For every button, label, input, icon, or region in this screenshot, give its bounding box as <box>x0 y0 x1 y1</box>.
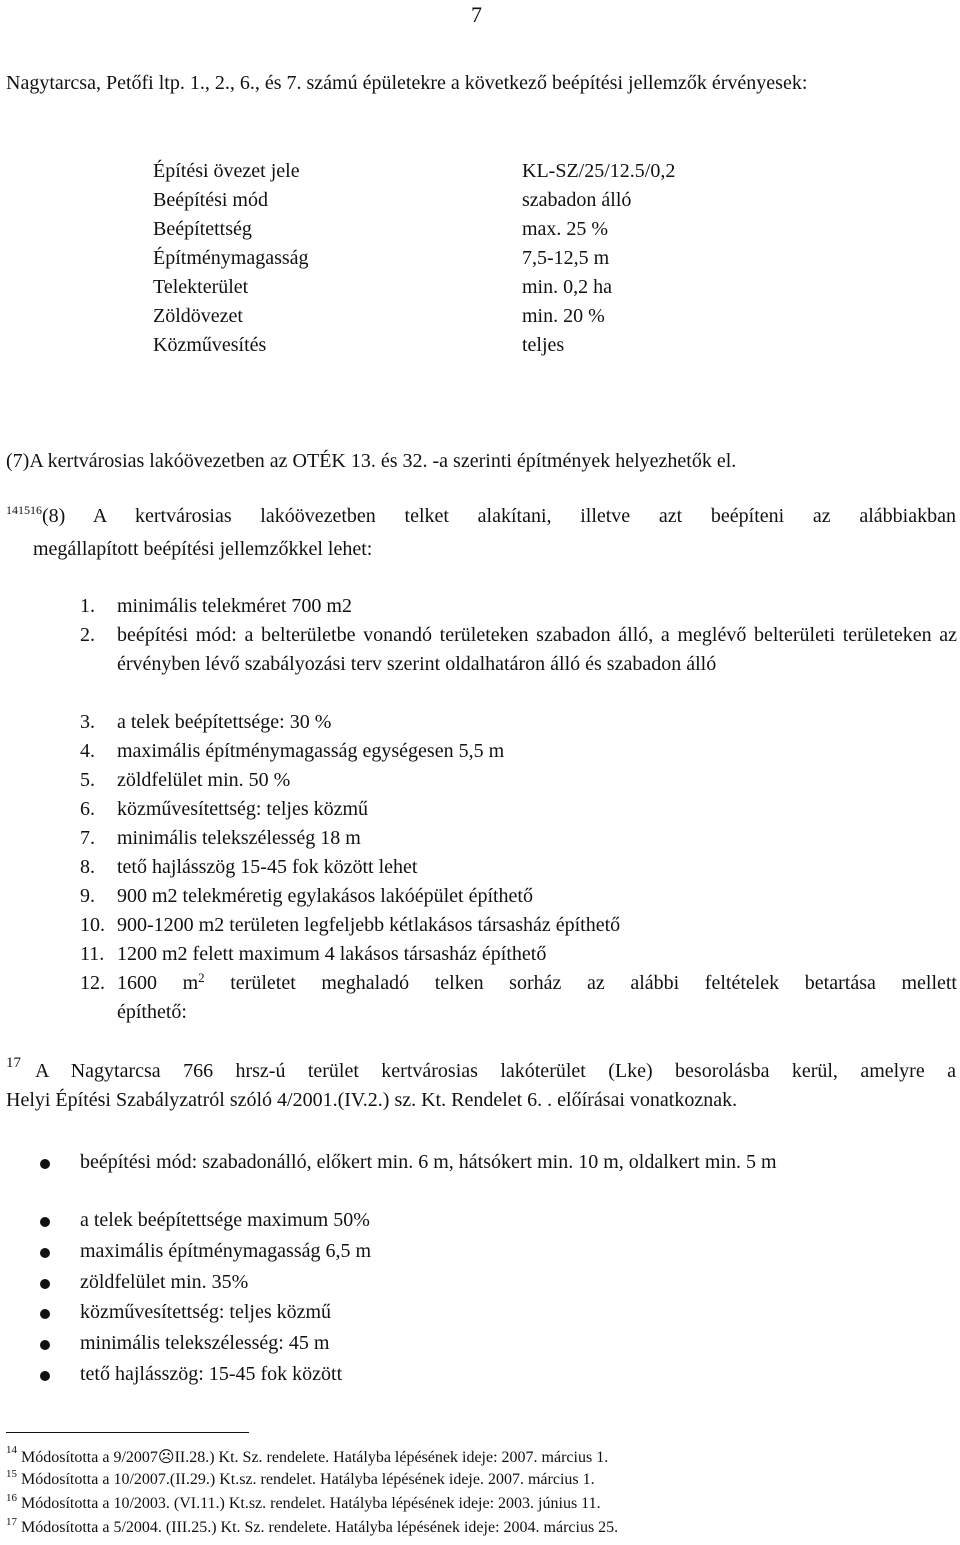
list-item: 1200 m2 felett maximum 4 lakásos társasház építhető <box>117 943 547 965</box>
footnote-text: Módosította a 10/2007.(II.29.) Kt.sz. rendelet. Hatályba lépésének ideje. 2007. március 1. <box>21 1471 595 1488</box>
paragraph-17-text: A Nagytarcsa 766 hrsz-ú terület kertvárosias lakóterület (Lke) besorolásba kerül, amelyre a <box>35 1060 956 1082</box>
bullet-item: minimális telekszélesség: 45 m <box>80 1332 330 1354</box>
footnote-number: 17 <box>6 1516 17 1528</box>
list-number: 3. <box>80 711 95 733</box>
bullet-icon <box>40 1279 50 1289</box>
zoning-value: max. 25 % <box>522 218 609 240</box>
bullet-icon <box>40 1309 50 1319</box>
zoning-label: Zöldövezet <box>153 305 243 327</box>
page-number: 7 <box>471 2 482 27</box>
paragraph-8-line1 <box>6 502 956 531</box>
zoning-label: Beépítettség <box>153 218 252 240</box>
list-item: minimális telekméret 700 m2 <box>117 595 352 617</box>
intro-paragraph: Nagytarcsa, Petőfi ltp. 1., 2., 6., és 7. számú épületekre a következő beépítési jellemzők érvényesek: <box>6 72 808 94</box>
list-number: 5. <box>80 769 95 791</box>
list-item: a telek beépítettsége: 30 % <box>117 711 332 733</box>
zoning-label: Építménymagasság <box>153 247 309 269</box>
footnote-text: Módosította a 9/2007☹II.28.) Kt. Sz. rendelete. Hatályba lépésének ideje: 2007. március 1. <box>21 1449 609 1466</box>
list-number: 6. <box>80 798 95 820</box>
list-number: 11. <box>80 943 105 965</box>
bullet-icon <box>40 1371 50 1381</box>
footnote-text: Módosította a 5/2004. (III.25.) Kt. Sz. rendelete. Hatályba lépésének ideje: 2004. március 25. <box>21 1519 619 1536</box>
zoning-value: KL-SZ/25/12.5/0,2 <box>522 160 676 182</box>
bullet-item: maximális építménymagasság 6,5 m <box>80 1240 372 1262</box>
list-number: 9. <box>80 885 95 907</box>
paragraph-8-text: (8) A kertvárosias lakóövezetben telket alakítani, illetve azt beépíteni az alábbiakban <box>42 505 956 527</box>
footnote-separator <box>6 1432 249 1433</box>
footnote-number: 15 <box>6 1468 17 1480</box>
list-number: 7. <box>80 827 95 849</box>
list-number: 10. <box>80 914 105 936</box>
list-item: 900 m2 telekméretig egylakásos lakóépület építhető <box>117 885 533 907</box>
bullet-icon <box>40 1340 50 1350</box>
footnote-text: Módosította a 10/2003. (VI.11.) Kt.sz. rendelet. Hatályba lépésének ideje: 2003. június 11. <box>21 1495 601 1512</box>
paragraph-7: (7)A kertvárosias lakóövezetben az OTÉK 13. és 32. -a szerinti építmények helyezhetők el. <box>6 450 737 472</box>
bullet-icon <box>40 1159 50 1169</box>
list-item: zöldfelület min. 50 % <box>117 769 291 791</box>
zoning-value: 7,5-12,5 m <box>522 247 610 269</box>
bullet-item: közművesítettség: teljes közmű <box>80 1301 332 1323</box>
zoning-label: Beépítési mód <box>153 189 268 211</box>
paragraph-17-line1 <box>6 1057 956 1086</box>
bullet-item: beépítési mód: szabadonálló, előkert min. 6 m, hátsókert min. 10 m, oldalkert min. 5 m <box>80 1151 777 1173</box>
list-number: 1. <box>80 595 95 617</box>
bullet-icon <box>40 1217 50 1227</box>
zoning-value: teljes <box>522 334 565 356</box>
bullet-icon <box>40 1248 50 1258</box>
list-item <box>117 969 957 998</box>
bullet-item: a telek beépítettsége maximum 50% <box>80 1209 370 1231</box>
paragraph-17-line2: Helyi Építési Szabályzatról szóló 4/2001.(IV.2.) sz. Kt. Rendelet 6. . előírásai vonatkoznak. <box>6 1089 738 1111</box>
list-item-continued: építhető: <box>117 1001 187 1023</box>
footnote <box>6 1492 601 1513</box>
footnote <box>6 1468 595 1489</box>
footnote-number: 16 <box>6 1492 17 1504</box>
zoning-value: min. 20 % <box>522 305 605 327</box>
superscript-2: 2 <box>198 970 205 985</box>
list-item: beépítési mód: a belterületbe vonandó területeken szabadon álló, a meglévő belterületi területeken az érvényben lévő szabályozási terv szerint oldalhatáron álló és szabadon álló <box>117 624 957 675</box>
item12-pre: 1600 m <box>117 972 199 994</box>
list-item: közművesítettség: teljes közmű <box>117 798 369 820</box>
list-number: 2. <box>80 624 95 646</box>
bullet-item: tető hajlásszög: 15-45 fok között <box>80 1363 343 1385</box>
zoning-value: min. 0,2 ha <box>522 276 612 298</box>
footnote-number: 14 <box>6 1444 17 1456</box>
zoning-value: szabadon álló <box>522 189 632 211</box>
paragraph-8-line2: megállapított beépítési jellemzőkkel lehet: <box>33 538 373 560</box>
list-item: maximális építménymagasság egységesen 5,5 m <box>117 740 505 762</box>
footnote <box>6 1516 619 1537</box>
footnote-ref: 141516 <box>6 503 42 517</box>
list-number: 4. <box>80 740 95 762</box>
item12-post: területet meghaladó telken sorház az alábbi feltételek betartása mellett <box>204 972 957 994</box>
list-number: 8. <box>80 856 95 878</box>
list-item: minimális telekszélesség 18 m <box>117 827 361 849</box>
list-item: tető hajlásszög 15-45 fok között lehet <box>117 856 418 878</box>
footnote <box>6 1444 609 1467</box>
bullet-item: zöldfelület min. 35% <box>80 1271 249 1293</box>
zoning-label: Építési övezet jele <box>153 160 300 182</box>
list-number: 12. <box>80 972 105 994</box>
footnote-ref: 17 <box>6 1055 21 1071</box>
list-item: 900-1200 m2 területen legfeljebb kétlakásos társasház építhető <box>117 914 621 936</box>
zoning-label: Közművesítés <box>153 334 267 356</box>
zoning-label: Telekterület <box>153 276 249 298</box>
